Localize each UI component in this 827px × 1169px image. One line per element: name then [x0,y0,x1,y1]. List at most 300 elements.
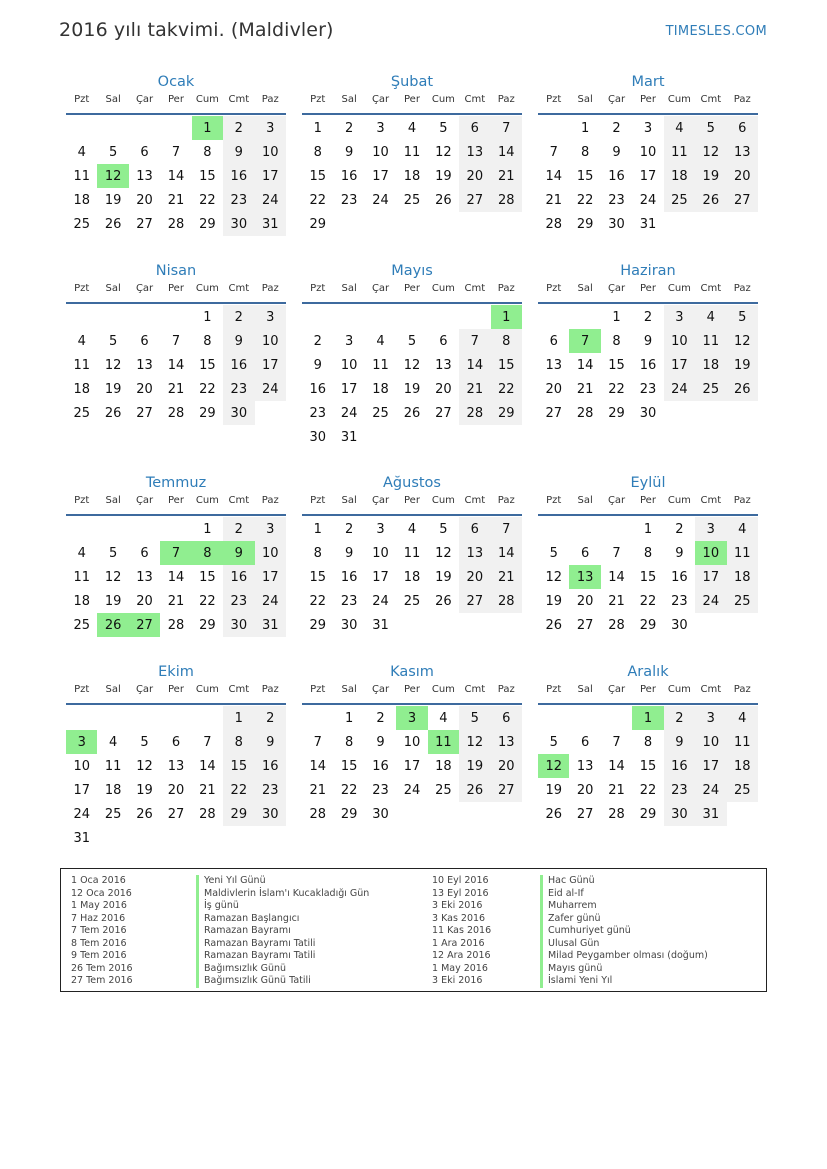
month-name: Ekim [158,664,194,680]
weekday-label: Sal [105,684,121,695]
day-cell: 30 [223,401,254,425]
day-cell: 13 [435,357,452,373]
day-cell: 7 [491,517,522,541]
day-cell: 29 [639,806,657,822]
day-cell: 4 [727,706,758,730]
empty-cell [160,116,191,140]
empty-cell [302,706,333,730]
day-cell: 30 [664,802,695,826]
day-cell: 21 [167,192,185,208]
day-cell: 2 [223,305,254,329]
day-cell: 15 [199,569,216,585]
day-cell: 24 [639,192,657,208]
legend-names-left [196,875,369,988]
day-cell: 18 [372,381,389,397]
weekday-label: Çar [135,283,154,294]
brand-link[interactable]: TIMESLES.COM [665,24,767,39]
legend-date: 3 Eki 2016 [432,900,483,911]
holiday-day-cell: 7 [569,329,600,353]
day-cell: 1 [643,521,653,537]
legend-holiday-name: Bağımsızlık Günü Tatili [196,975,369,988]
day-cell: 29 [199,405,216,421]
month-name: Eylül [630,475,666,491]
day-cell: 12 [459,730,490,754]
legend-holiday-name: Ramazan Bayramı [196,925,369,938]
day-cell: 10 [255,329,286,353]
day-cell: 14 [576,357,594,373]
day-cell: 5 [140,734,149,750]
holiday-day-cell: 12 [538,754,569,778]
empty-cell [538,116,569,140]
weekday-label: Per [640,283,656,294]
day-cell: 8 [313,144,322,160]
day-cell: 16 [340,168,358,184]
day-cell: 15 [199,357,216,373]
day-cell: 25 [695,377,726,401]
day-cell: 29 [608,405,625,421]
day-cell: 24 [340,405,358,421]
day-cell: 22 [199,593,216,609]
day-cell: 28 [167,617,185,633]
empty-cell [601,517,632,541]
day-cell: 19 [104,593,122,609]
empty-cell [129,706,160,730]
day-cell: 29 [491,401,522,425]
day-cell: 14 [199,758,216,774]
day-cell: 9 [223,140,254,164]
day-cell: 3 [695,706,726,730]
weekday-label: Per [168,94,184,105]
day-cell: 2 [376,710,385,726]
weekday-label: Çar [371,495,390,506]
day-cell: 28 [309,806,326,822]
day-cell: 31 [639,216,657,232]
day-cell: 16 [340,569,358,585]
holiday-day-cell: 1 [632,706,663,730]
day-cell: 8 [643,545,653,561]
day-cell: 18 [695,353,726,377]
day-cell: 6 [171,734,181,750]
day-cell: 17 [664,353,695,377]
day-cell: 11 [73,168,90,184]
day-grid [538,706,758,826]
day-cell: 28 [459,401,490,425]
day-cell: 5 [695,116,726,140]
day-grid [302,116,522,236]
legend-date: 7 Tem 2016 [71,925,127,936]
holiday-day-cell: 12 [97,164,128,188]
day-cell: 29 [309,216,326,232]
day-cell: 22 [340,782,358,798]
day-cell: 7 [612,545,621,561]
empty-cell [538,706,569,730]
weekday-label: Cum [667,684,691,695]
empty-cell [428,305,459,329]
day-cell: 20 [435,381,452,397]
day-cell: 2 [675,521,684,537]
day-cell: 25 [403,593,421,609]
legend-date: 26 Tem 2016 [71,962,133,974]
weekday-header [302,683,522,705]
weekday-label: Paz [497,684,515,695]
day-cell: 30 [223,613,254,637]
weekday-label: Cum [195,684,219,695]
day-cell: 3 [376,521,385,537]
legend-dates-right [432,875,491,988]
day-cell: 26 [459,778,490,802]
day-cell: 26 [136,806,153,822]
day-cell: 30 [340,617,358,633]
day-grid [302,517,522,637]
day-cell: 1 [580,120,590,136]
day-cell: 7 [171,144,181,160]
weekday-label: Per [640,495,656,506]
day-cell: 27 [576,806,594,822]
day-cell: 4 [77,545,86,561]
legend-holiday-name: Maldivlerin İslam'ı Kucakladığı Gün [196,888,369,901]
legend-date: 1 Ara 2016 [432,937,485,949]
empty-cell [192,706,223,730]
legend-holiday-name: Cumhuriyet günü [540,925,708,938]
day-cell: 29 [576,216,594,232]
legend-date: 27 Tem 2016 [71,975,133,986]
empty-cell [569,706,600,730]
empty-cell [160,706,191,730]
day-cell: 11 [403,545,421,561]
day-cell: 15 [340,758,358,774]
day-cell: 15 [491,353,522,377]
empty-cell [66,305,97,329]
weekday-header [66,282,286,304]
day-cell: 27 [545,405,562,421]
day-cell: 13 [491,730,522,754]
day-cell: 24 [664,377,695,401]
weekday-header [538,683,758,705]
day-cell: 25 [664,188,695,212]
weekday-label: Sal [105,495,121,506]
day-cell: 22 [223,778,254,802]
day-cell: 20 [576,593,594,609]
day-cell: 23 [309,405,326,421]
day-cell: 27 [491,778,522,802]
legend-holiday-name: Eid al-If [540,888,708,901]
day-cell: 28 [576,405,594,421]
day-cell: 13 [727,140,758,164]
legend-holiday-name: İş günü [196,900,369,913]
day-cell: 6 [459,116,490,140]
weekday-label: Cum [195,283,219,294]
day-cell: 6 [549,333,558,349]
empty-cell [396,305,427,329]
day-cell: 9 [612,144,621,160]
day-cell: 15 [309,168,326,184]
month-block [302,72,522,236]
day-cell: 13 [136,357,153,373]
day-cell: 6 [459,517,490,541]
empty-cell [160,305,191,329]
day-grid [302,305,522,449]
day-cell: 5 [407,333,417,349]
day-cell: 29 [340,806,358,822]
day-cell: 26 [104,405,122,421]
weekday-label: Per [640,684,656,695]
day-cell: 21 [167,593,185,609]
empty-cell [129,517,160,541]
month-block [302,261,522,449]
day-cell: 27 [459,589,490,613]
weekday-label: Cmt [228,495,250,506]
legend-date: 9 Tem 2016 [71,950,127,961]
day-cell: 25 [403,192,421,208]
day-cell: 30 [309,429,326,445]
day-cell: 10 [639,144,657,160]
holiday-day-cell: 27 [129,613,160,637]
weekday-header [302,93,522,115]
day-cell: 27 [435,405,452,421]
day-cell: 16 [255,754,286,778]
day-cell: 9 [313,357,322,373]
weekday-label: Cum [431,684,455,695]
day-cell: 23 [608,192,625,208]
day-cell: 22 [639,782,657,798]
day-cell: 19 [403,381,421,397]
day-cell: 5 [549,734,558,750]
day-cell: 13 [459,541,490,565]
empty-cell [129,116,160,140]
day-cell: 26 [695,188,726,212]
day-cell: 20 [136,593,153,609]
day-cell: 6 [580,545,590,561]
month-block [302,473,522,637]
day-cell: 1 [203,309,212,325]
weekday-label: Sal [341,684,357,695]
weekday-label: Paz [261,94,279,105]
day-cell: 14 [309,758,326,774]
weekday-header [302,494,522,516]
day-cell: 5 [108,333,118,349]
weekday-label: Pzt [74,684,90,695]
legend-names-right [540,875,708,988]
day-cell: 16 [671,569,688,585]
legend-date: 1 May 2016 [71,900,127,911]
day-cell: 11 [372,357,389,373]
day-cell: 26 [545,806,562,822]
day-cell: 8 [223,730,254,754]
month-name: Mayıs [391,263,433,279]
day-cell: 6 [140,144,149,160]
day-cell: 13 [136,569,153,585]
day-grid [538,305,758,425]
day-cell: 12 [104,357,122,373]
empty-cell [129,305,160,329]
weekday-label: Çar [371,684,390,695]
weekday-label: Pzt [74,495,90,506]
weekday-header [66,683,286,705]
weekday-header [538,93,758,115]
day-cell: 30 [372,806,389,822]
month-block [538,662,758,826]
day-cell: 28 [167,405,185,421]
day-cell: 30 [255,802,286,826]
day-cell: 19 [136,782,153,798]
weekday-label: Paz [261,283,279,294]
day-cell: 27 [576,617,594,633]
day-cell: 16 [223,164,254,188]
day-cell: 9 [255,730,286,754]
day-cell: 28 [608,617,625,633]
month-name: Ağustos [383,475,441,491]
weekday-label: Sal [341,283,357,294]
weekday-label: Çar [135,684,154,695]
day-grid [66,517,286,637]
day-cell: 23 [639,381,657,397]
day-cell: 7 [612,734,621,750]
day-cell: 7 [491,116,522,140]
day-cell: 23 [372,782,389,798]
day-cell: 14 [608,569,625,585]
day-cell: 15 [223,754,254,778]
day-cell: 9 [344,545,354,561]
day-cell: 4 [77,144,86,160]
day-cell: 13 [136,168,153,184]
day-cell: 23 [223,188,254,212]
day-cell: 5 [459,706,490,730]
day-cell: 5 [439,120,448,136]
day-cell: 22 [639,593,657,609]
day-cell: 8 [491,329,522,353]
day-cell: 20 [459,565,490,589]
weekday-label: Cum [195,94,219,105]
day-cell: 6 [140,333,149,349]
empty-cell [66,517,97,541]
day-cell: 26 [727,377,758,401]
day-cell: 13 [459,140,490,164]
day-cell: 18 [73,593,90,609]
day-cell: 8 [643,734,653,750]
day-cell: 17 [372,569,389,585]
day-cell: 23 [340,593,358,609]
day-cell: 29 [309,617,326,633]
weekday-label: Pzt [74,94,90,105]
day-cell: 2 [223,116,254,140]
day-cell: 21 [576,381,594,397]
day-cell: 25 [73,405,90,421]
day-cell: 14 [491,140,522,164]
day-cell: 28 [167,216,185,232]
day-cell: 13 [167,758,185,774]
day-cell: 24 [695,589,726,613]
day-cell: 20 [136,192,153,208]
weekday-label: Paz [497,495,515,506]
day-cell: 15 [576,168,594,184]
weekday-label: Paz [733,495,751,506]
day-cell: 15 [199,168,216,184]
holiday-day-cell: 1 [192,116,223,140]
legend-holiday-name: Bağımsızlık Günü [196,963,369,976]
day-cell: 24 [73,806,90,822]
legend-date: 12 Oca 2016 [71,887,132,899]
day-cell: 22 [309,593,326,609]
day-grid [302,706,522,826]
day-cell: 14 [167,569,185,585]
legend-date: 11 Kas 2016 [432,925,492,936]
day-cell: 21 [608,782,625,798]
legend-holiday-name: Yeni Yıl Günü [196,875,369,888]
holiday-day-cell: 7 [160,541,191,565]
weekday-label: Paz [497,94,515,105]
empty-cell [601,706,632,730]
day-cell: 12 [136,758,153,774]
weekday-label: Sal [105,283,121,294]
day-cell: 26 [104,216,122,232]
weekday-label: Per [404,495,420,506]
day-cell: 27 [459,188,490,212]
day-cell: 8 [344,734,354,750]
day-cell: 16 [639,357,657,373]
day-cell: 16 [223,353,254,377]
weekday-label: Pzt [310,495,326,506]
day-cell: 7 [203,734,212,750]
empty-cell [333,305,364,329]
day-cell: 19 [545,782,562,798]
weekday-label: Cum [431,94,455,105]
day-cell: 21 [167,381,185,397]
legend-date: 8 Tem 2016 [71,937,127,949]
day-cell: 25 [372,405,389,421]
weekday-label: Çar [135,495,154,506]
day-cell: 4 [664,116,695,140]
day-cell: 18 [403,569,421,585]
weekday-label: Cmt [700,495,722,506]
day-cell: 5 [439,521,448,537]
weekday-label: Pzt [310,283,326,294]
day-cell: 10 [403,734,421,750]
weekday-label: Paz [733,94,751,105]
day-cell: 26 [435,593,452,609]
day-cell: 30 [223,212,254,236]
day-cell: 21 [491,164,522,188]
weekday-label: Sal [105,94,121,105]
day-cell: 20 [136,381,153,397]
day-cell: 8 [203,144,212,160]
day-cell: 17 [403,758,421,774]
day-cell: 7 [549,144,558,160]
day-grid [66,116,286,236]
day-cell: 21 [459,377,490,401]
day-cell: 6 [580,734,590,750]
day-cell: 4 [77,333,86,349]
day-cell: 21 [545,192,562,208]
day-cell: 28 [545,216,562,232]
day-cell: 22 [199,192,216,208]
legend-date: 1 Oca 2016 [71,875,126,886]
day-cell: 18 [73,381,90,397]
day-cell: 25 [727,589,758,613]
day-cell: 2 [255,706,286,730]
day-cell: 4 [108,734,118,750]
day-cell: 12 [695,140,726,164]
empty-cell [66,706,97,730]
day-cell: 30 [608,216,625,232]
weekday-label: Cum [195,495,219,506]
month-block [66,662,286,850]
day-cell: 21 [491,565,522,589]
weekday-header [538,282,758,304]
day-cell: 19 [435,168,452,184]
day-cell: 10 [255,140,286,164]
day-cell: 19 [435,569,452,585]
day-cell: 11 [664,140,695,164]
